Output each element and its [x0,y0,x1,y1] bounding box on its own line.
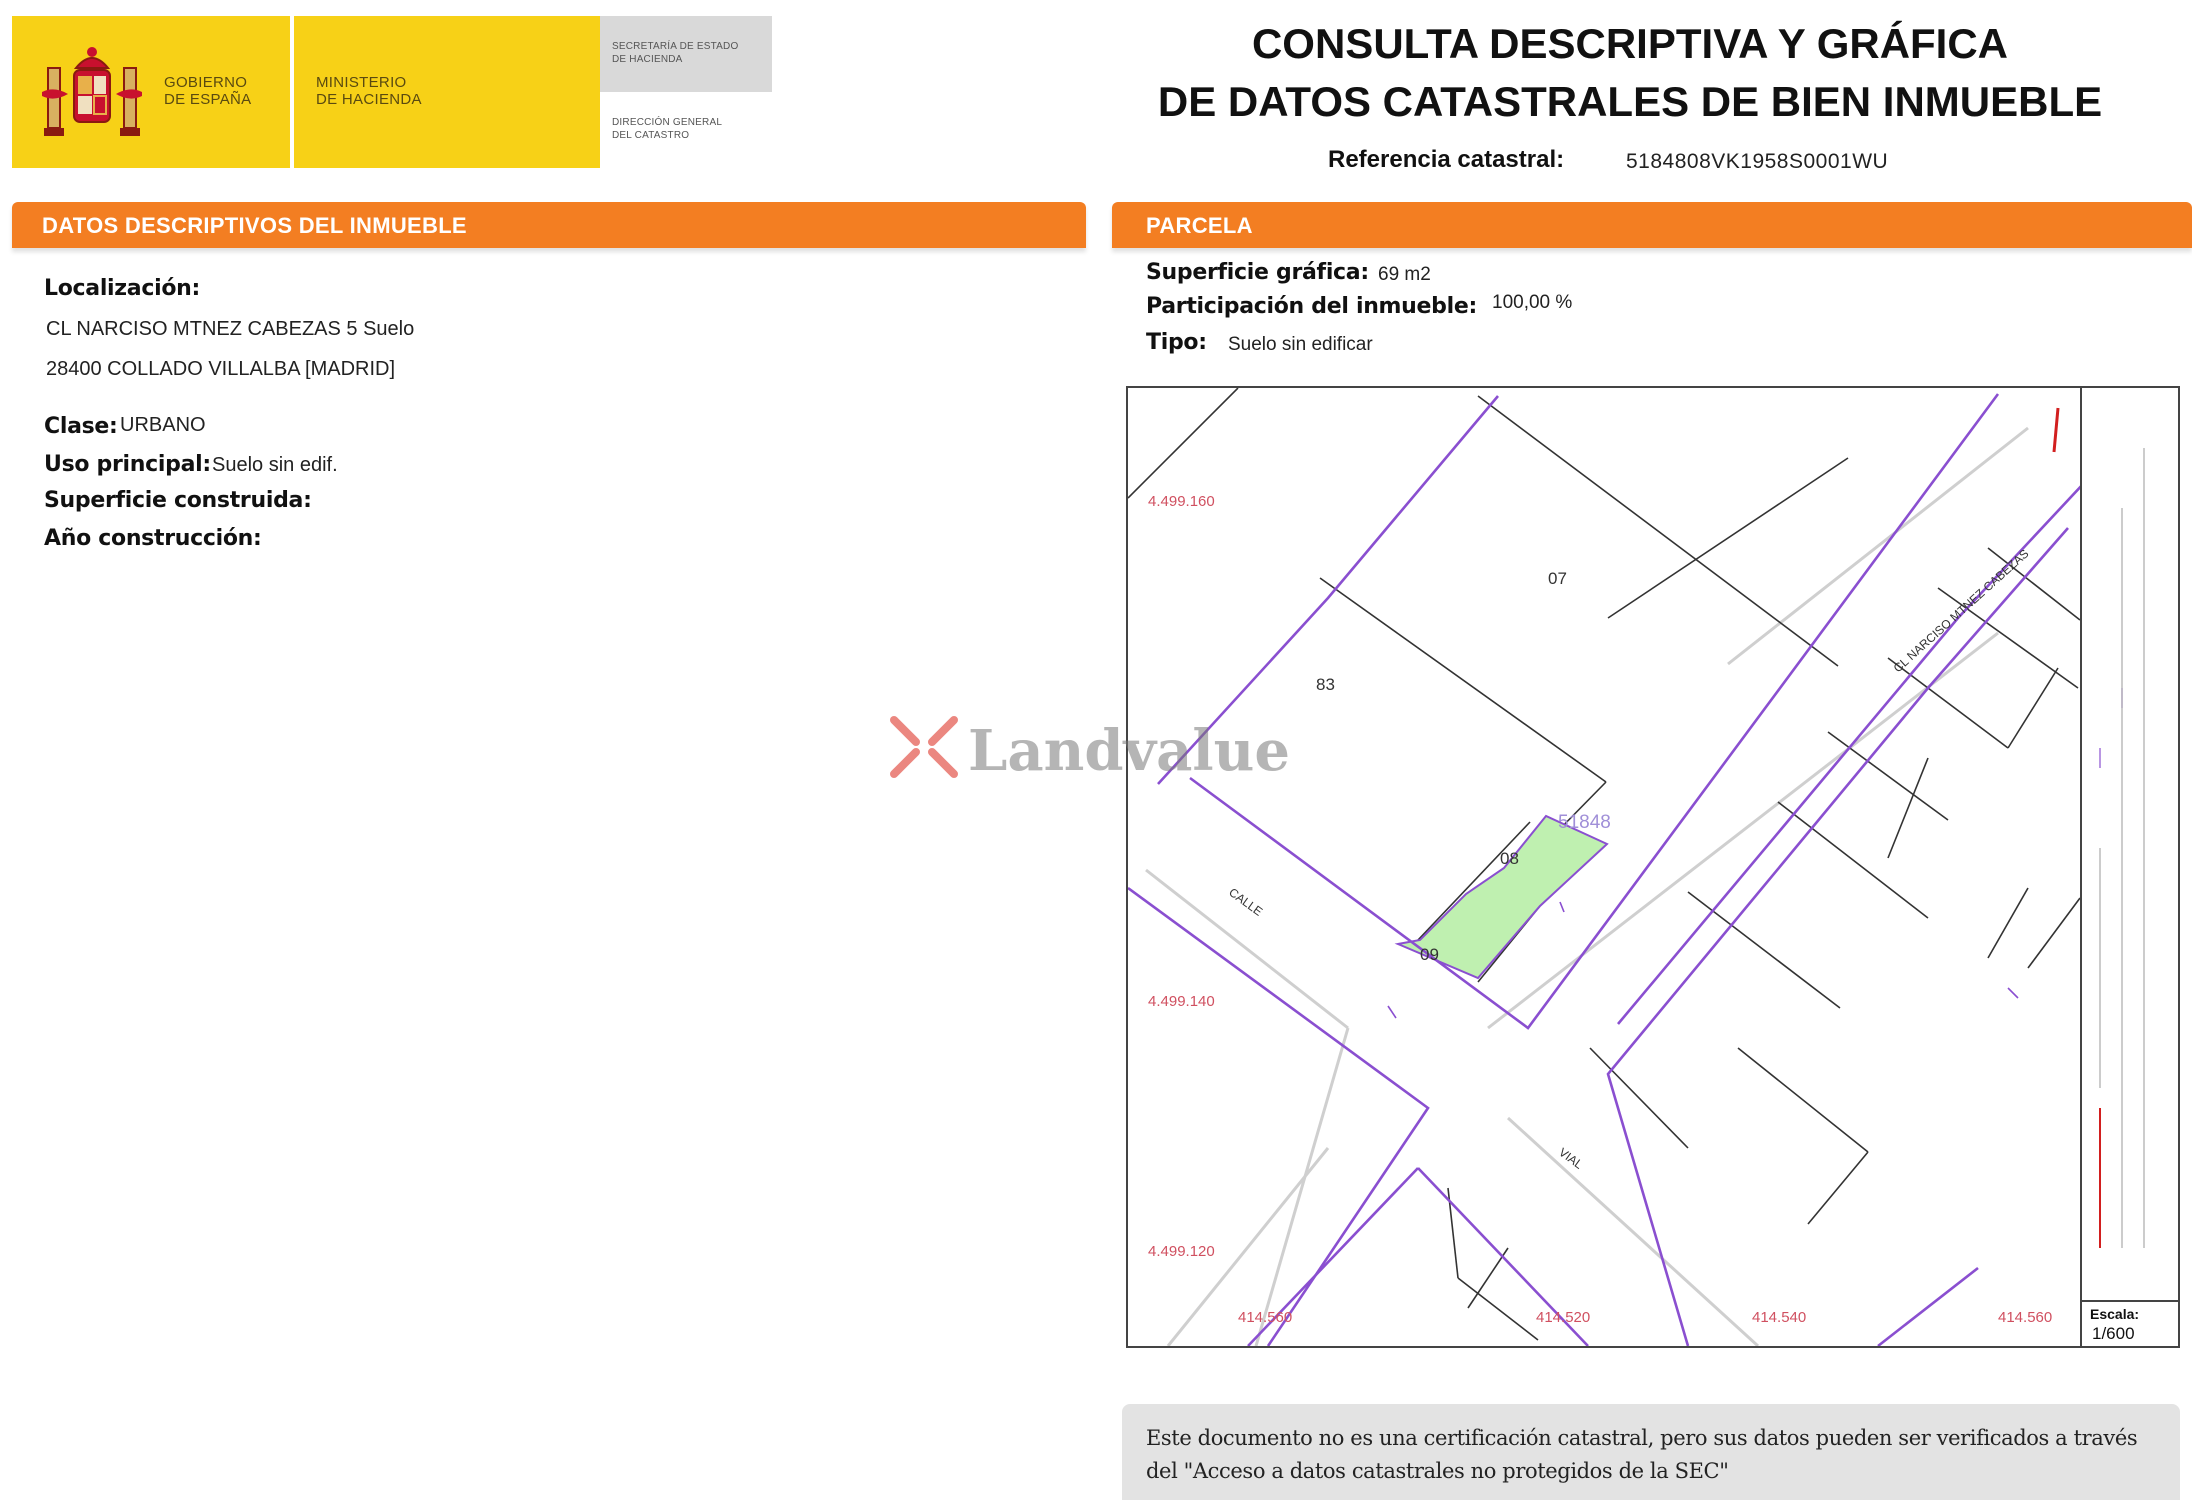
parcel-reference-label: 51848 [1558,812,1611,833]
disclaimer-text: Este documento no es una certificación catastral, pero sus datos pueden ser verificados a través del "Acceso a datos catastrales no protegidos de la SEC" [1146,1426,2138,1483]
descriptive-data-title: DATOS DESCRIPTIVOS DEL INMUEBLE [42,213,467,238]
gov-name: GOBIERNO DE ESPAÑA [164,74,252,108]
street-label-vial: VIAL [1556,1145,1586,1172]
cadastral-map-drawing [1128,388,2080,1346]
superficie-construida-label: Superficie construida: [44,488,312,513]
ref-label: Referencia catastral: [1328,146,1565,173]
coat-of-arms-icon [38,42,142,146]
parcel-title: PARCELA [1146,213,1253,238]
parcel-label-08: 08 [1500,849,1519,868]
x-coord-4: 414.560 [1998,1309,2053,1326]
uso-label: Uso principal: [44,452,211,477]
superficie-grafica-value: 69 m2 [1378,264,1431,285]
page-title-line1: CONSULTA DESCRIPTIVA Y GRÁFICA [1251,20,2009,67]
address-line2: 28400 COLLADO VILLALBA [MADRID] [46,358,396,380]
x-coord-2: 414.520 [1536,1309,1591,1326]
legend-graphic [2082,388,2178,1298]
scale-value: 1/600 [2092,1324,2135,1343]
participacion-label: Participación del inmueble: [1146,294,1477,319]
localizacion-label: Localización: [44,276,201,301]
address-line1: CL NARCISO MTNEZ CABEZAS 5 Suelo [46,318,415,340]
tipo-label: Tipo: [1146,330,1207,355]
street-label-calle: CALLE [1226,885,1266,919]
secretary-name: SECRETARÍA DE ESTADO DE HACIENDA [612,41,739,65]
scale-box [2080,1300,2180,1348]
descriptive-data-bar [12,202,1086,248]
anio-construccion-label: Año construcción: [44,526,262,551]
parcel-label-83: 83 [1316,675,1335,694]
y-coord-bottom: 4.499.120 [1148,1243,1215,1260]
scale-label: Escala: [2090,1306,2140,1322]
logo-divider [290,16,294,168]
uso-value: Suelo sin edif. [212,454,338,476]
page-title-line2: DE DATOS CATASTRALES DE BIEN INMUEBLE [1157,78,2103,125]
tipo-value: Suelo sin edificar [1228,334,1373,355]
parcel-bar [1112,202,2192,248]
parcel-label-07: 07 [1548,569,1567,588]
street-label-narciso: CL NARCISO MTNEZ CABEZAS [1890,546,2032,676]
parcel-label-09: 09 [1420,945,1439,964]
y-coord-mid: 4.499.140 [1148,993,1215,1010]
watermark-text: Landvalue [968,718,1290,784]
ref-value: 5184808VK1958S0001WU [1626,150,1889,173]
clase-value: URBANO [120,414,206,436]
superficie-grafica-label: Superficie gráfica: [1146,260,1369,285]
ministry-name: MINISTERIO DE HACIENDA [316,74,422,108]
y-coord-top: 4.499.160 [1148,493,1215,510]
participacion-value: 100,00 % [1492,292,1573,313]
x-coord-3: 414.540 [1752,1309,1807,1326]
map-legend [2080,388,2180,1300]
clase-label: Clase: [44,414,118,439]
x-mark-icon [886,712,962,782]
direction-name: DIRECCIÓN GENERAL DEL CATASTRO [612,117,723,141]
x-coord-1: 414.560 [1238,1309,1293,1326]
